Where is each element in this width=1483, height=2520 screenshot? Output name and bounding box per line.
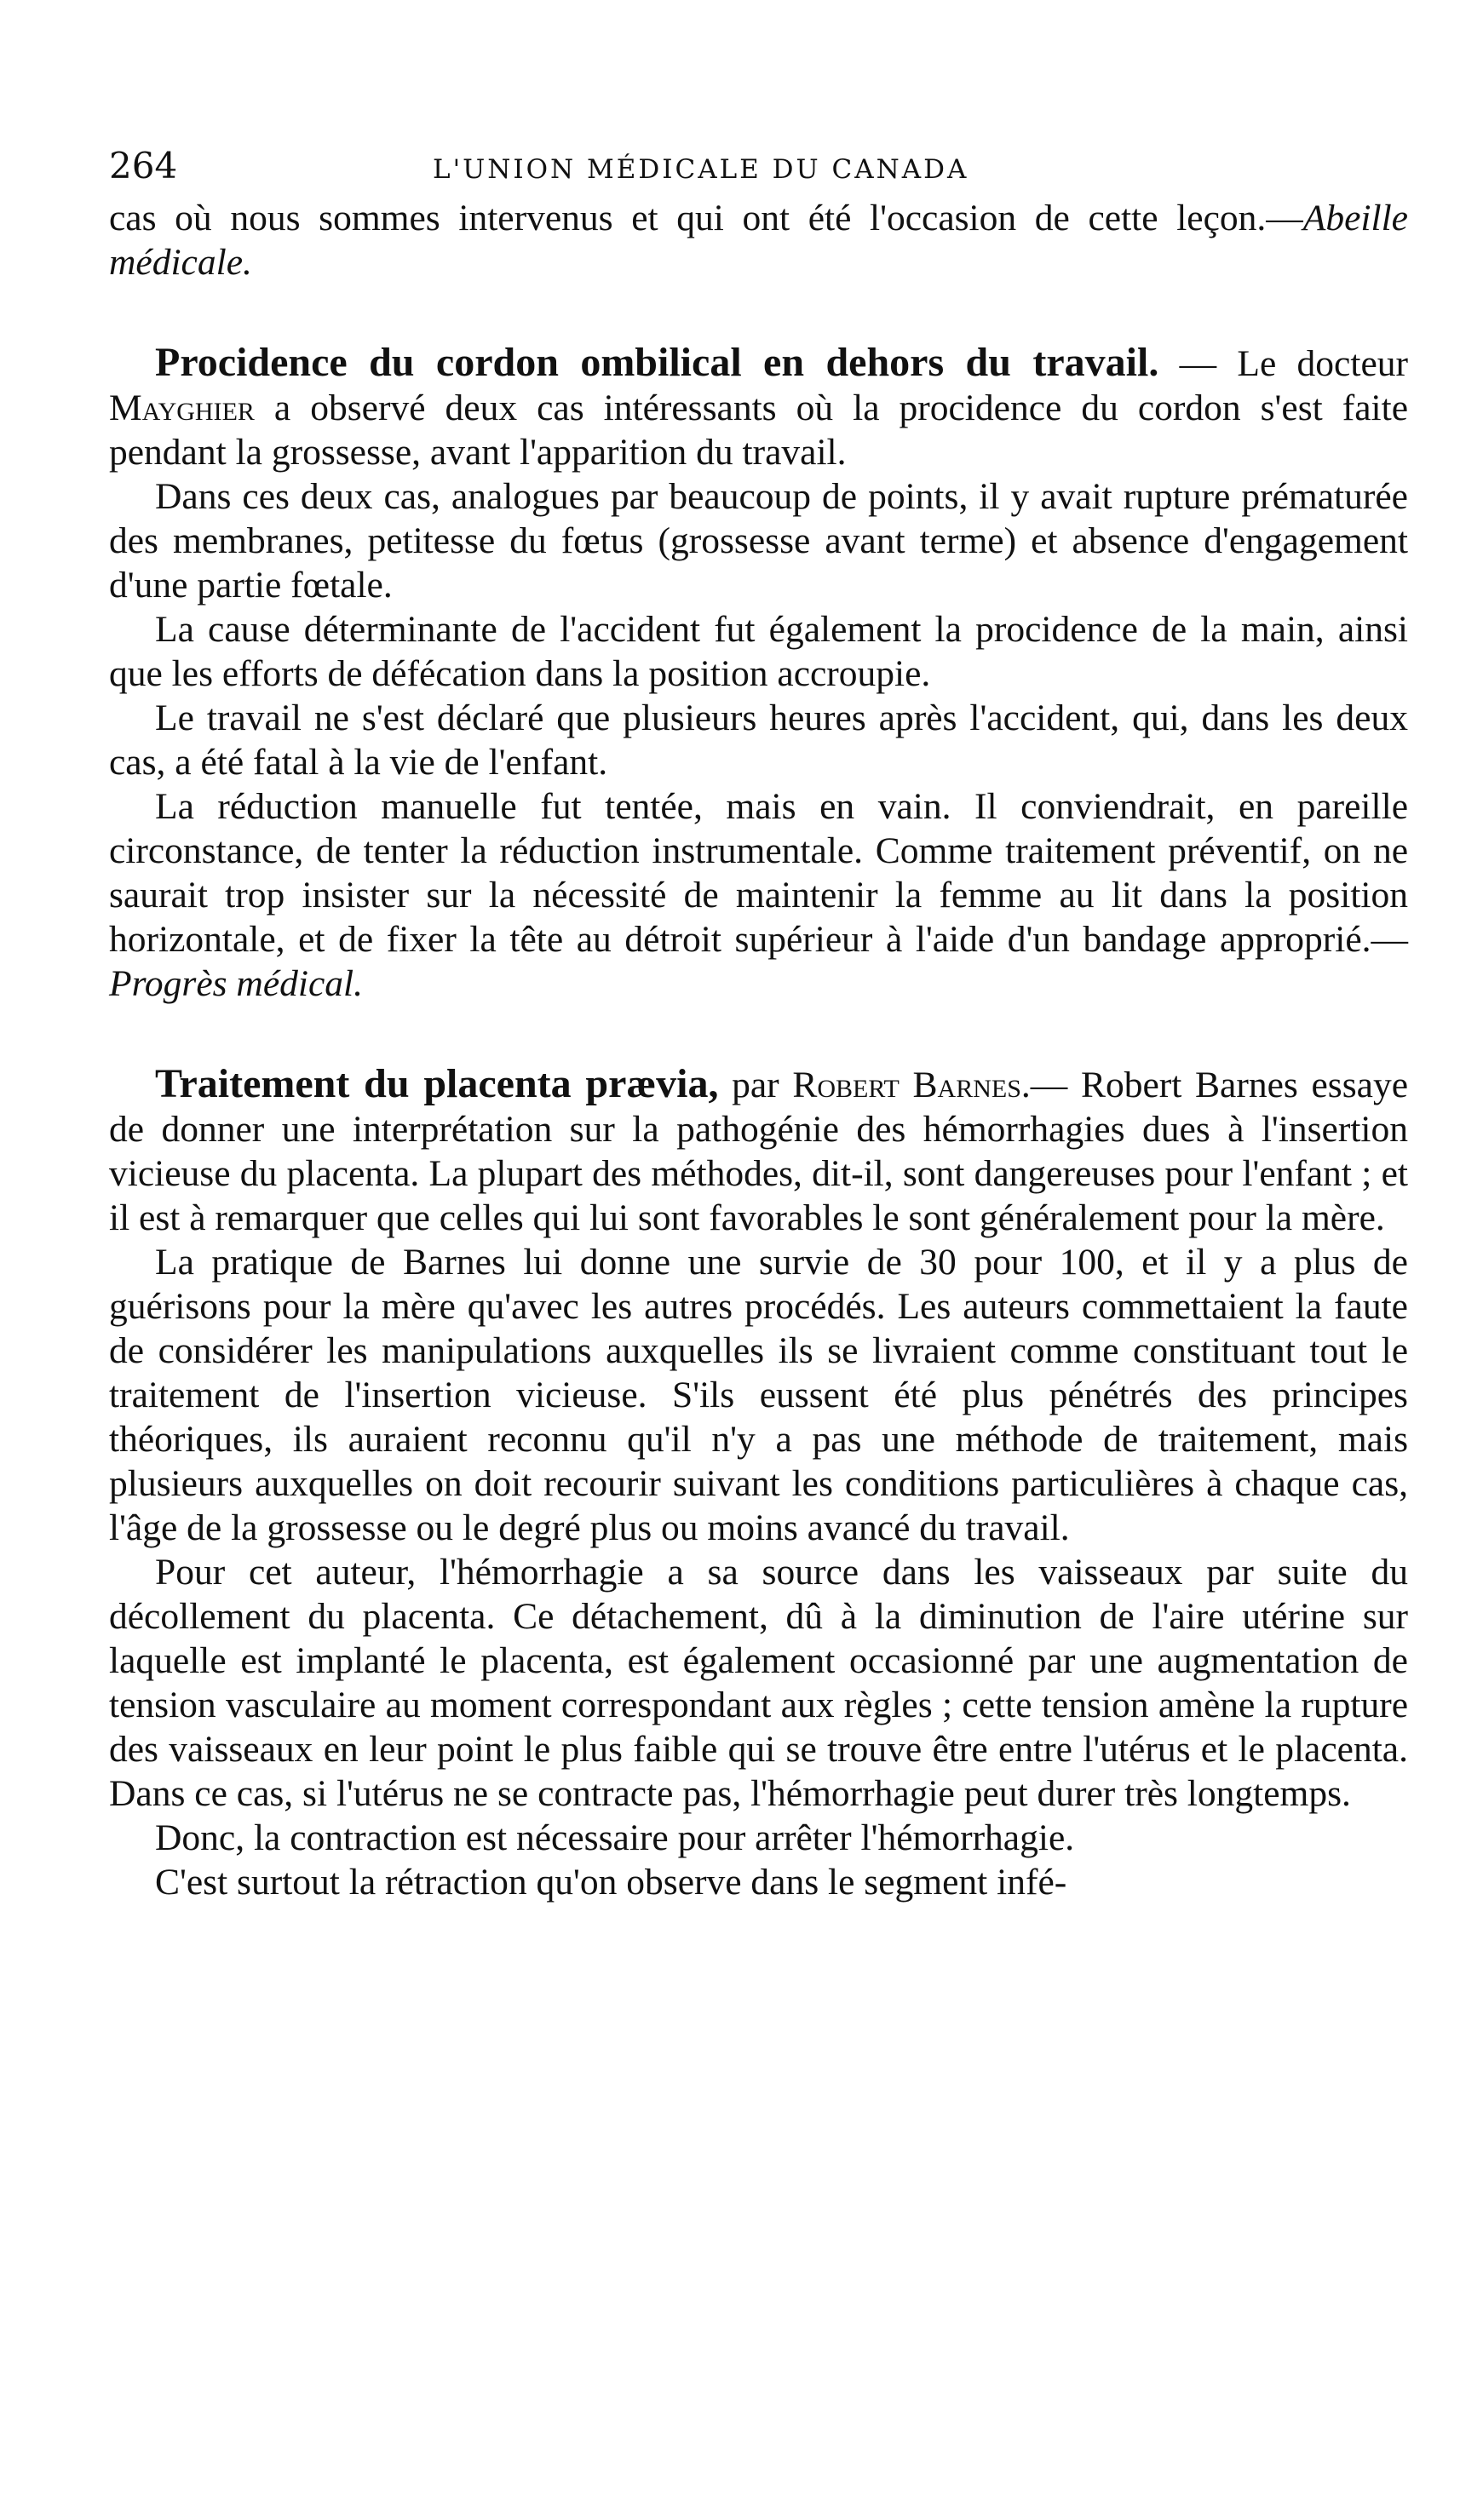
article2-paragraph: La pratique de Barnes lui donne une survie de 30 pour 100, et il y a plus de guérisons pour la mère qu'avec les autres procédés. Les auteurs commettaient la faute de considérer les manipulations auxquelles ils se livraient comme constituant tout le traitement de l'insertion vicieuse. S'ils eussent été plus pénétrés des principes théoriques, ils auraient reconnu qu'il n'y a pas une méthode de traitement, mais plusieurs auxquelles on doit recourir suivant les conditions particulières à chaque cas, l'âge de la grossesse ou le degré plus ou moins avancé du travail. — [109, 1242, 1408, 1548]
intro-text: cas où nous sommes intervenus et qui ont été l'occasion de cette leçon.— — [109, 198, 1303, 238]
page-header — [109, 145, 1408, 196]
intro-paragraph — [109, 196, 1408, 284]
article2-paragraph: Pour cet auteur, l'hémorrhagie a sa source dans les vaisseaux par suite du décollement du placenta. Ce détachement, dû à la diminution de l'aire utérine sur laquelle est implanté le placenta, est également occasionné par une augmentation de tension vasculaire au moment correspondant aux règles ; cette tension amène la rupture des vaisseaux en leur point le plus faible qui se trouve être entre l'utérus et le placenta. Dans ce cas, si l'utérus ne se contracte pas, l'hémorrhagie peut durer très longtemps. — [109, 1552, 1408, 1814]
article1-lead-a: — Le docteur — [1158, 343, 1408, 384]
article1-source: Progrès médical. — [109, 963, 364, 1004]
article2-lead: .— Robert Barnes essaye de donner une interprétation sur la pathogénie des hémorrhagies dues à l'insertion vicieuse du placenta. La plupart des méthodes, dit-il, sont dangereuses pour l'enfant ; et il est à remarquer que celles qui lui sont favorables le sont généralement pour la mère. — [109, 1065, 1408, 1238]
article1-lead-b: a observé deux cas intéressants où la procidence du cordon s'est faite pendant la grossesse, avant l'apparition du travail. — [109, 387, 1408, 473]
intro-source: Abeille médicale. — [109, 198, 1408, 283]
article2-author: Robert Barnes — [792, 1065, 1021, 1105]
article2-title: Traitement du placenta prævia, — [155, 1061, 719, 1106]
article2-paragraph: C'est surtout la rétraction qu'on observe dans le segment infé- — [155, 1862, 1067, 1903]
article2-by: par — [718, 1065, 793, 1105]
article2-paragraph: Donc, la contraction est nécessaire pour arrêter l'hémorrhagie. — [155, 1817, 1075, 1858]
article1-paragraph: La cause déterminante de l'accident fut également la procidence de la main, ainsi que les efforts de défécation dans la position accroupie. — [109, 609, 1408, 694]
running-title: L'UNION MÉDICALE DU CANADA — [433, 154, 969, 185]
article1-paragraph: Le travail ne s'est déclaré que plusieurs heures après l'accident, qui, dans les deux cas, a été fatal à la vie de l'enfant. — [109, 697, 1408, 783]
page-number: 264 — [109, 145, 178, 187]
text-column — [109, 145, 1408, 1904]
section-gap — [109, 284, 1408, 341]
article1-lead-paragraph — [109, 341, 1408, 474]
article1-author: Mayghier — [109, 387, 255, 428]
article1-last-text: La réduction manuelle fut tentée, mais en vain. Il conviendrait, en pareille circonstance, de tenter la réduction instrumentale. Comme traitement préventif, on ne saurait trop insister sur la nécessité de maintenir la femme au lit dans la position horizontale, et de fixer la tête au détroit supérieur à l'aide d'un bandage approprié.— — [109, 786, 1408, 960]
article1-title: Procidence du cordon ombilical en dehors du travail. — [155, 340, 1159, 385]
article1-last-paragraph — [109, 784, 1408, 1006]
article2-lead-paragraph — [109, 1062, 1408, 1240]
section-gap — [109, 1006, 1408, 1062]
article1-paragraph: Dans ces deux cas, analogues par beaucoup de points, il y avait rupture prématurée des membranes, petitesse du fœtus (grossesse avant terme) et absence d'engagement d'une partie fœtale. — [109, 476, 1408, 606]
